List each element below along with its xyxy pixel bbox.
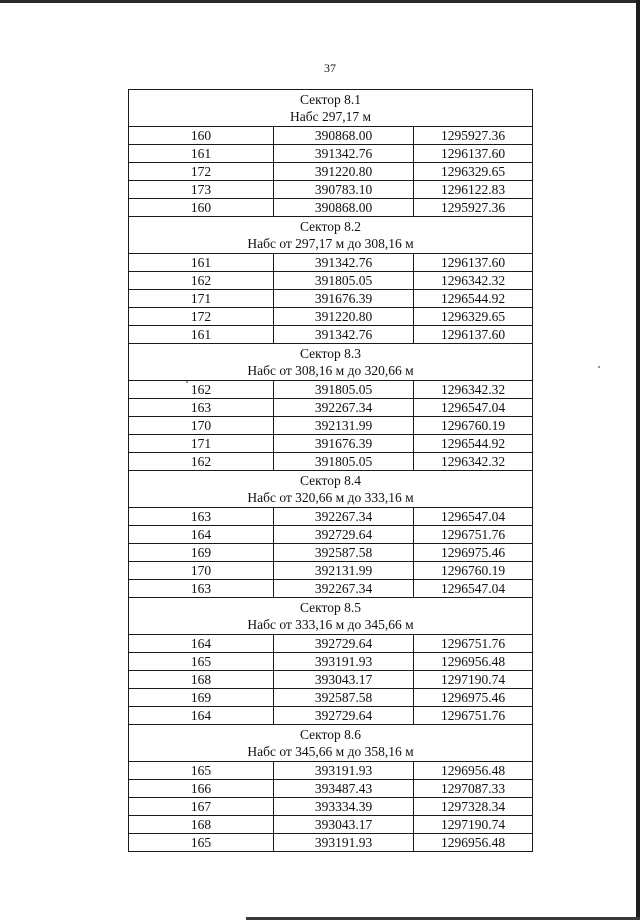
sector-header-row (129, 217, 533, 254)
table-row (129, 435, 533, 453)
sector-header-row (129, 471, 533, 508)
point-number-cell: 160 (129, 199, 274, 217)
x-coordinate-cell: 392267.34 (274, 580, 414, 598)
sector-header-row (129, 90, 533, 127)
table-row (129, 145, 533, 163)
x-coordinate-cell: 391805.05 (274, 381, 414, 399)
y-coordinate-cell: 1296547.04 (414, 580, 533, 598)
point-number-cell: 165 (129, 834, 274, 852)
table-row (129, 834, 533, 852)
x-coordinate-cell: 393334.39 (274, 798, 414, 816)
point-number-cell: 164 (129, 707, 274, 725)
table-row (129, 707, 533, 725)
point-number-cell: 166 (129, 780, 274, 798)
page-number: 37 (324, 61, 336, 75)
point-number-cell: 172 (129, 163, 274, 181)
sector-header-row (129, 725, 533, 762)
point-number-cell: 171 (129, 290, 274, 308)
x-coordinate-cell: 391805.05 (274, 272, 414, 290)
x-coordinate-cell: 393043.17 (274, 671, 414, 689)
table-row (129, 580, 533, 598)
sector-elevation: Набс от 345,66 м до 358,16 м (247, 744, 414, 759)
point-number-cell: 172 (129, 308, 274, 326)
point-number-cell: 170 (129, 562, 274, 580)
table-row (129, 671, 533, 689)
y-coordinate-cell: 1296956.48 (414, 834, 533, 852)
y-coordinate-cell: 1296751.76 (414, 707, 533, 725)
point-number-cell: 162 (129, 453, 274, 471)
point-number-cell: 164 (129, 526, 274, 544)
x-coordinate-cell: 393191.93 (274, 762, 414, 780)
point-number-cell: 161 (129, 326, 274, 344)
point-number-cell: 173 (129, 181, 274, 199)
y-coordinate-cell: 1296329.65 (414, 163, 533, 181)
y-coordinate-cell: 1296975.46 (414, 544, 533, 562)
table-row (129, 762, 533, 780)
point-number-cell: 162 (129, 381, 274, 399)
table-row (129, 326, 533, 344)
y-coordinate-cell: 1296342.32 (414, 381, 533, 399)
scan-edge-right (636, 0, 640, 920)
x-coordinate-cell: 392729.64 (274, 526, 414, 544)
x-coordinate-cell: 391676.39 (274, 290, 414, 308)
sector-header (129, 725, 533, 762)
sector-header (129, 598, 533, 635)
point-number-cell: 168 (129, 671, 274, 689)
x-coordinate-cell: 391220.80 (274, 308, 414, 326)
y-coordinate-cell: 1297190.74 (414, 671, 533, 689)
table-row (129, 798, 533, 816)
point-number-cell: 165 (129, 653, 274, 671)
x-coordinate-cell: 393191.93 (274, 653, 414, 671)
x-coordinate-cell: 390783.10 (274, 181, 414, 199)
sector-title: Сектор 8.5 (299, 600, 361, 615)
y-coordinate-cell: 1296544.92 (414, 290, 533, 308)
scan-edge-top (0, 0, 640, 3)
sector-title: Сектор 8.3 (299, 346, 361, 361)
x-coordinate-cell: 392131.99 (274, 417, 414, 435)
x-coordinate-cell: 393043.17 (274, 816, 414, 834)
x-coordinate-cell: 391805.05 (274, 453, 414, 471)
x-coordinate-cell: 392267.34 (274, 508, 414, 526)
y-coordinate-cell: 1297328.34 (414, 798, 533, 816)
y-coordinate-cell: 1296342.32 (414, 272, 533, 290)
x-coordinate-cell: 392267.34 (274, 399, 414, 417)
x-coordinate-cell: 390868.00 (274, 199, 414, 217)
point-number-cell: 161 (129, 145, 274, 163)
point-number-cell: 163 (129, 399, 274, 417)
x-coordinate-cell: 393487.43 (274, 780, 414, 798)
table-row (129, 635, 533, 653)
point-number-cell: 168 (129, 816, 274, 834)
y-coordinate-cell: 1296342.32 (414, 453, 533, 471)
sector-elevation: Набс 297,17 м (289, 109, 372, 124)
table-row (129, 508, 533, 526)
x-coordinate-cell: 392587.58 (274, 689, 414, 707)
sector-header (129, 90, 533, 127)
y-coordinate-cell: 1297190.74 (414, 816, 533, 834)
x-coordinate-cell: 391342.76 (274, 254, 414, 272)
sector-title: Сектор 8.6 (299, 727, 361, 742)
sector-header-row (129, 598, 533, 635)
x-coordinate-cell: 392587.58 (274, 544, 414, 562)
table-row (129, 453, 533, 471)
y-coordinate-cell: 1296547.04 (414, 399, 533, 417)
y-coordinate-cell: 1296760.19 (414, 562, 533, 580)
y-coordinate-cell: 1296956.48 (414, 653, 533, 671)
x-coordinate-cell: 391342.76 (274, 326, 414, 344)
table-row (129, 780, 533, 798)
x-coordinate-cell: 392729.64 (274, 707, 414, 725)
table-row (129, 417, 533, 435)
point-number-cell: 163 (129, 508, 274, 526)
table-row (129, 127, 533, 145)
x-coordinate-cell: 390868.00 (274, 127, 414, 145)
sector-title: Сектор 8.2 (299, 219, 361, 234)
x-coordinate-cell: 392729.64 (274, 635, 414, 653)
point-number-cell: 170 (129, 417, 274, 435)
y-coordinate-cell: 1296329.65 (414, 308, 533, 326)
point-number-cell: 167 (129, 798, 274, 816)
point-number-cell: 169 (129, 689, 274, 707)
sector-header (129, 471, 533, 508)
point-number-cell: 164 (129, 635, 274, 653)
y-coordinate-cell: 1296975.46 (414, 689, 533, 707)
x-coordinate-cell: 392131.99 (274, 562, 414, 580)
sector-elevation: Набс от 320,66 м до 333,16 м (247, 490, 414, 505)
point-number-cell: 160 (129, 127, 274, 145)
sector-elevation: Набс от 297,17 м до 308,16 м (247, 236, 414, 251)
coordinates-table-body (129, 90, 533, 852)
y-coordinate-cell: 1296751.76 (414, 635, 533, 653)
sector-elevation: Набс от 333,16 м до 345,66 м (247, 617, 414, 632)
table-row (129, 254, 533, 272)
point-number-cell: 169 (129, 544, 274, 562)
sector-title: Сектор 8.4 (299, 473, 361, 488)
y-coordinate-cell: 1296760.19 (414, 417, 533, 435)
table-row (129, 816, 533, 834)
sector-elevation: Набс от 308,16 м до 320,66 м (247, 363, 414, 378)
y-coordinate-cell: 1296122.83 (414, 181, 533, 199)
table-row (129, 399, 533, 417)
y-coordinate-cell: 1296956.48 (414, 762, 533, 780)
y-coordinate-cell: 1295927.36 (414, 199, 533, 217)
table-row (129, 290, 533, 308)
table-row (129, 562, 533, 580)
table-row (129, 381, 533, 399)
sector-header (129, 217, 533, 254)
point-number-cell: 162 (129, 272, 274, 290)
coordinates-table (128, 89, 533, 852)
y-coordinate-cell: 1295927.36 (414, 127, 533, 145)
x-coordinate-cell: 391220.80 (274, 163, 414, 181)
y-coordinate-cell: 1296137.60 (414, 254, 533, 272)
y-coordinate-cell: 1296544.92 (414, 435, 533, 453)
y-coordinate-cell: 1296547.04 (414, 508, 533, 526)
table-row (129, 163, 533, 181)
y-coordinate-cell: 1297087.33 (414, 780, 533, 798)
x-coordinate-cell: 393191.93 (274, 834, 414, 852)
table-row (129, 199, 533, 217)
table-row (129, 653, 533, 671)
table-row (129, 526, 533, 544)
point-number-cell: 161 (129, 254, 274, 272)
point-number-cell: 165 (129, 762, 274, 780)
y-coordinate-cell: 1296137.60 (414, 326, 533, 344)
table-row (129, 308, 533, 326)
sector-header (129, 344, 533, 381)
table-row (129, 181, 533, 199)
x-coordinate-cell: 391676.39 (274, 435, 414, 453)
table-row (129, 689, 533, 707)
point-number-cell: 171 (129, 435, 274, 453)
sector-header-row (129, 344, 533, 381)
x-coordinate-cell: 391342.76 (274, 145, 414, 163)
scan-speck (598, 366, 600, 368)
point-number-cell: 163 (129, 580, 274, 598)
table-row (129, 544, 533, 562)
table-row (129, 272, 533, 290)
sector-title: Сектор 8.1 (299, 92, 361, 107)
y-coordinate-cell: 1296751.76 (414, 526, 533, 544)
y-coordinate-cell: 1296137.60 (414, 145, 533, 163)
